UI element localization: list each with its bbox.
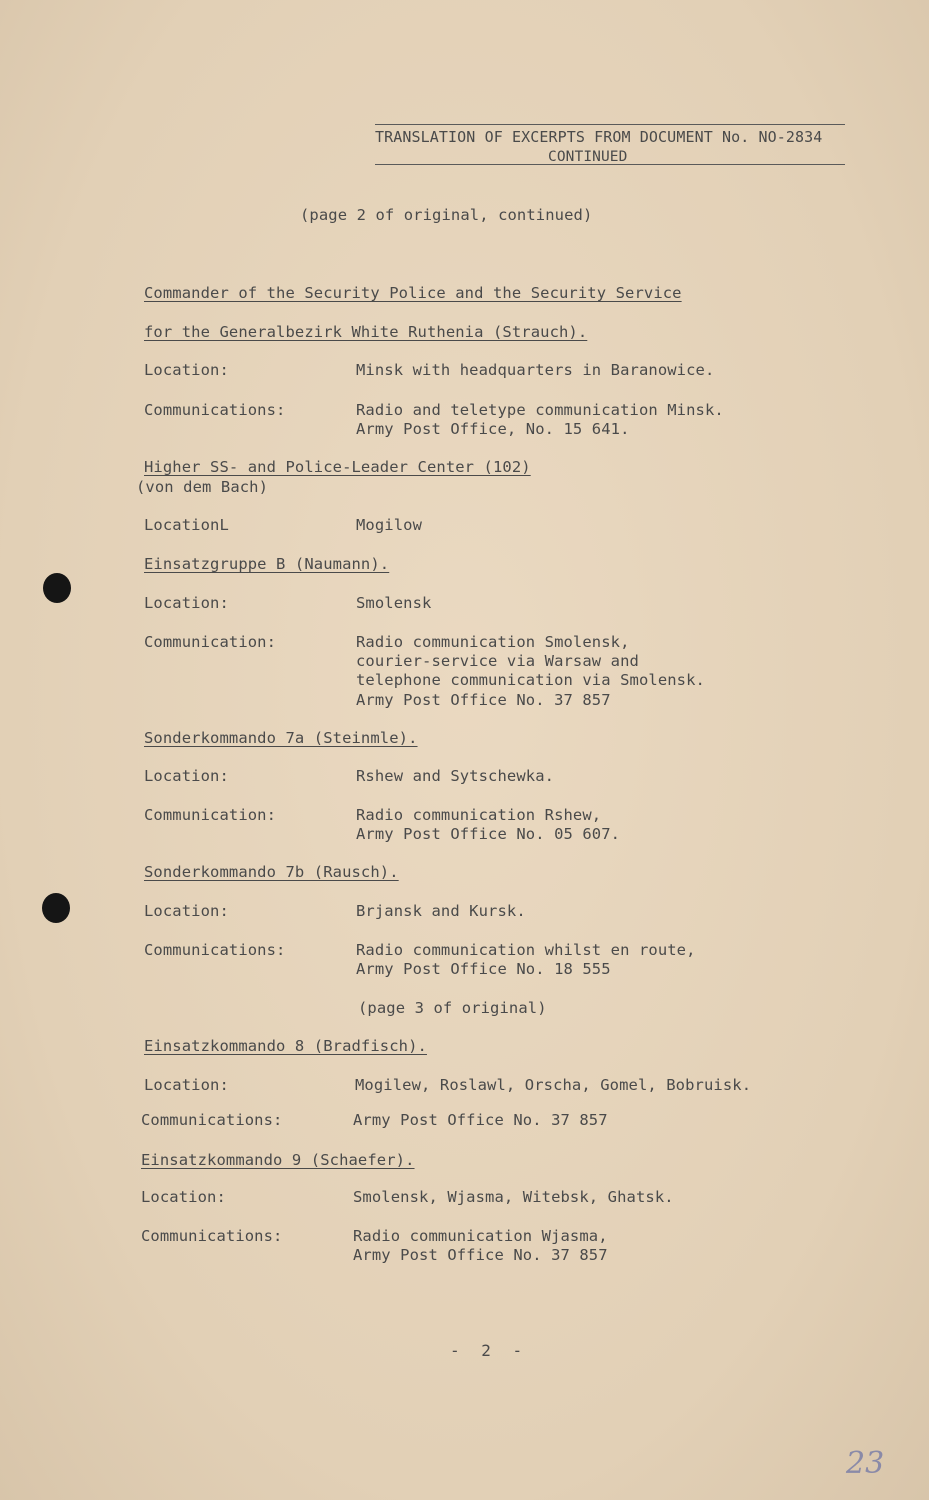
punch-hole-bottom xyxy=(42,893,70,923)
section-heading-line2: (von dem Bach) xyxy=(136,478,269,496)
row-label: Communication: xyxy=(144,633,277,651)
section-heading: Higher SS- and Police-Leader Center (102) xyxy=(144,458,531,476)
row-label: LocationL xyxy=(144,516,229,534)
row-value: Radio communication Rshew, xyxy=(356,806,602,824)
row-value: Smolensk xyxy=(356,594,432,612)
row-label: Location: xyxy=(141,1188,226,1206)
row-value: telephone communication via Smolensk. xyxy=(356,671,705,689)
row-value: Army Post Office No. 37 857 xyxy=(356,691,611,709)
section-heading: Commander of the Security Police and the Security Service xyxy=(144,284,682,302)
row-value: Mogilew, Roslawl, Orscha, Gomel, Bobruisk. xyxy=(355,1076,752,1094)
row-value: Radio communication whilst en route, xyxy=(356,941,696,959)
section-heading-line2: for the Generalbezirk White Ruthenia (Strauch). xyxy=(144,323,588,341)
row-label: Communication: xyxy=(144,806,277,824)
row-value: Radio and teletype communication Minsk. xyxy=(356,401,724,419)
row-label: Communications: xyxy=(144,401,286,419)
row-value: Rshew and Sytschewka. xyxy=(356,767,555,785)
row-value: Radio communication Wjasma, xyxy=(353,1227,608,1245)
header-title: TRANSLATION OF EXCERPTS FROM DOCUMENT No. NO-2834 xyxy=(375,128,823,146)
row-value: Smolensk, Wjasma, Witebsk, Ghatsk. xyxy=(353,1188,674,1206)
row-label: Communications: xyxy=(144,941,286,959)
section-heading: Sonderkommando 7b (Rausch). xyxy=(144,863,399,881)
header-rule-bottom xyxy=(375,164,845,165)
row-label: Location: xyxy=(144,594,229,612)
section-heading: Einsatzgruppe B (Naumann). xyxy=(144,555,390,573)
row-value: Army Post Office No. 37 857 xyxy=(353,1246,608,1264)
page-number: - 2 - xyxy=(450,1341,529,1360)
section-heading: Sonderkommando 7a (Steinmle). xyxy=(144,729,418,747)
row-value: Radio communication Smolensk, xyxy=(356,633,630,651)
row-label: Communications: xyxy=(141,1227,283,1245)
handwritten-page-number: 23 xyxy=(846,1446,885,1481)
row-label: Location: xyxy=(144,902,229,920)
section-heading: Einsatzkommando 8 (Bradfisch). xyxy=(144,1037,427,1055)
row-value: Mogilow xyxy=(356,516,423,534)
row-value: courier-service via Warsaw and xyxy=(356,652,639,670)
page-marker: (page 3 of original) xyxy=(358,999,547,1017)
row-value: Army Post Office No. 37 857 xyxy=(353,1111,608,1129)
section-heading: Einsatzkommando 9 (Schaefer). xyxy=(141,1151,415,1169)
row-value: Minsk with headquarters in Baranowice. xyxy=(356,361,715,379)
header-subtitle: CONTINUED xyxy=(548,149,628,165)
row-value: Brjansk and Kursk. xyxy=(356,902,526,920)
row-label: Location: xyxy=(144,767,229,785)
header-rule-top xyxy=(375,124,845,125)
punch-hole-top xyxy=(43,573,71,603)
row-value: Army Post Office No. 18 555 xyxy=(356,960,611,978)
page-note: (page 2 of original, continued) xyxy=(300,206,593,224)
row-label: Location: xyxy=(144,1076,229,1094)
row-value: Army Post Office, No. 15 641. xyxy=(356,420,630,438)
row-label: Communications: xyxy=(141,1111,283,1129)
row-value: Army Post Office No. 05 607. xyxy=(356,825,621,843)
row-label: Location: xyxy=(144,361,229,379)
